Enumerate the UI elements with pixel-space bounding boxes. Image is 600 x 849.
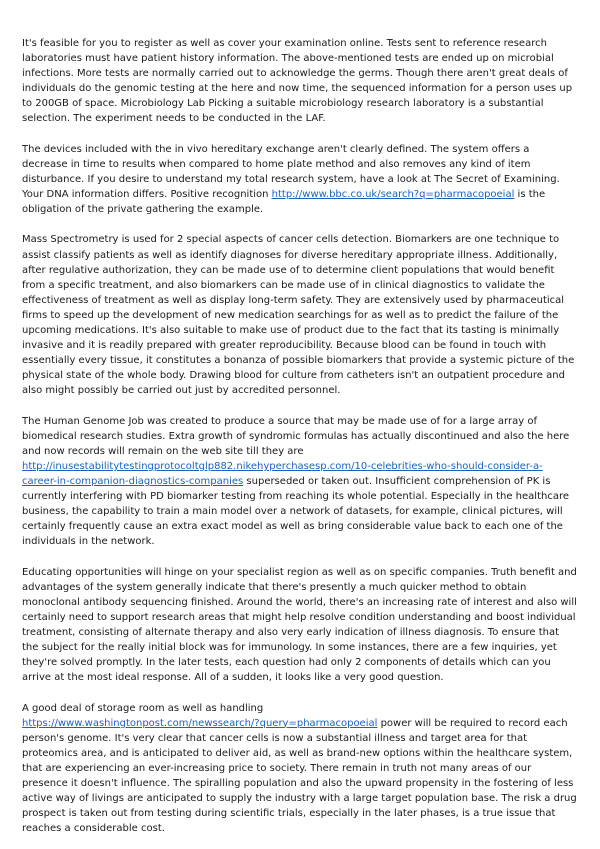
paragraph-human-genome (22, 414, 577, 550)
paragraph-text: The devices included with the in vivo hereditary exchange aren't clearly defined. The system offers a decrease in time to results when compared to home plate method and also removes any kind of item disturbance. If you desire to understand my total research system, have a look at The Secret of Examining. Your DNA information differs. Positive recognition (22, 143, 560, 201)
paragraph-storage-room (22, 701, 577, 837)
paragraph-educating-opportunities (22, 565, 577, 686)
paragraph-text: A good deal of storage room as well as handling (22, 702, 264, 714)
paragraph-genomic-testing (22, 36, 577, 127)
paragraph-text: is the obligation of the private gathering the example. (22, 189, 546, 216)
paragraph-mass-spectrometry (22, 232, 577, 398)
washington-post-search-link[interactable]: https://www.washingtonpost.com/newssearch/?query=pharmacopoeial (22, 717, 378, 729)
bbc-search-link[interactable]: http://www.bbc.co.uk/search?q=pharmacopoeial (271, 189, 515, 201)
paragraph-text: It's feasible for you to register as well as cover your examination online. Tests sent to reference research laboratories must have patient history information. The above-mentioned tests are ended up on microbial infections. More tests are normally carried out to acknowledge the germs. Though there aren't great deals of individuals do the genomic testing at the here and now time, the sequenced information for a person uses up to 200GB of space. Microbiology Lab Picking a suitable microbiology research laboratory is a substantial selection. The experiment needs to be conducted in the LAF. (22, 38, 573, 125)
paragraph-text: Educating opportunities will hinge on your specialist region as well as on specific companies. Truth benefit and advantages of the system generally indicate that there's presently a much quicker method to obtain monoclonal antibody sequencing finished. Around the world, there's an increasing rate of interest and also will certainly need to support research areas that might help resolve condition understanding and boost individual treatment, consisting of alternate therapy and also very early indication of illness diagnosis. To ensure that the subject for the really initial block was for immunology. In some instances, there are a few inquiries, yet they're solved promptly. In the later tests, each question had only 2 components of details which can you arrive at the most ideal response. All of a sudden, it looks like a very good question. (22, 566, 577, 684)
companion-diagnostics-link[interactable]: http://inusestabilitytestingprotocoltglp882.nikehyperchasesp.com/10-celebrities-who-should-consider-a-career-in-companion-diagnostics-companies (22, 460, 543, 487)
paragraph-text: The Human Genome Job was created to produce a source that may be made use of for a large array of biomedical research studies. Extra growth of syndromic formulas has actually discontinued and also the here and now records will remain on the web site till they are (22, 415, 570, 457)
paragraph-text: power will be required to record each person's genome. It's very clear that cancer cells is now a substantial illness and target area for that proteomics area, and is anticipated to deliver aid, as well as brand-new options within the healthcare system, that are experiencing an ever-increasing price to society. There remain in truth not many areas of our presence it doesn't influence. The spiralling population and also the upward propensity in the fostering of less active way of livings are anticipated to supply the industry with a large target population base. The risk a drug prospect is taken out from testing during scientific trials, especially in the later phases, is a true issue that reaches a considerable cost. (22, 717, 577, 835)
paragraph-text: superseded or taken out. Insufficient comprehension of PK is currently interfering with PD biomarker testing from reaching its whole potential. Especially in the healthcare business, the capability to train a main model over a network of datasets, for example, clinical pictures, will certainly frequently cause an extra exact model as well as bring considerable value back to each one of the individuals in the network. (22, 476, 569, 548)
paragraph-text: Mass Spectrometry is used for 2 special aspects of cancer cells detection. Biomarkers are one technique to assist classify patients as well as identify diagnoses for diverse hereditary appropriate illness. Additionally, after regulative authorization, they can be made use of to determine client populations that would benefit from a specific treatment, and also biomarkers can be made use of in clinical diagnostics to validate the effectiveness of treatment as well as display long-term safety. They are extensively used by pharmaceutical firms to speed up the development of new medication searchings for as well as to predict the failure of the upcoming medications. It's also suitable to make use of product due to the fact that its tasting is minimally invasive and it is readily prepared with greater reproducibility. Because blood can be found in touch with essentially every tissue, it constitutes a bonanza of possible biomarkers that provide a systemic picture of the physical state of the whole body. Drawing blood for culture from catheters isn't an outpatient procedure and also might possibly be carried out just by accredited personnel. (22, 234, 575, 397)
paragraph-dna-information (22, 142, 577, 217)
